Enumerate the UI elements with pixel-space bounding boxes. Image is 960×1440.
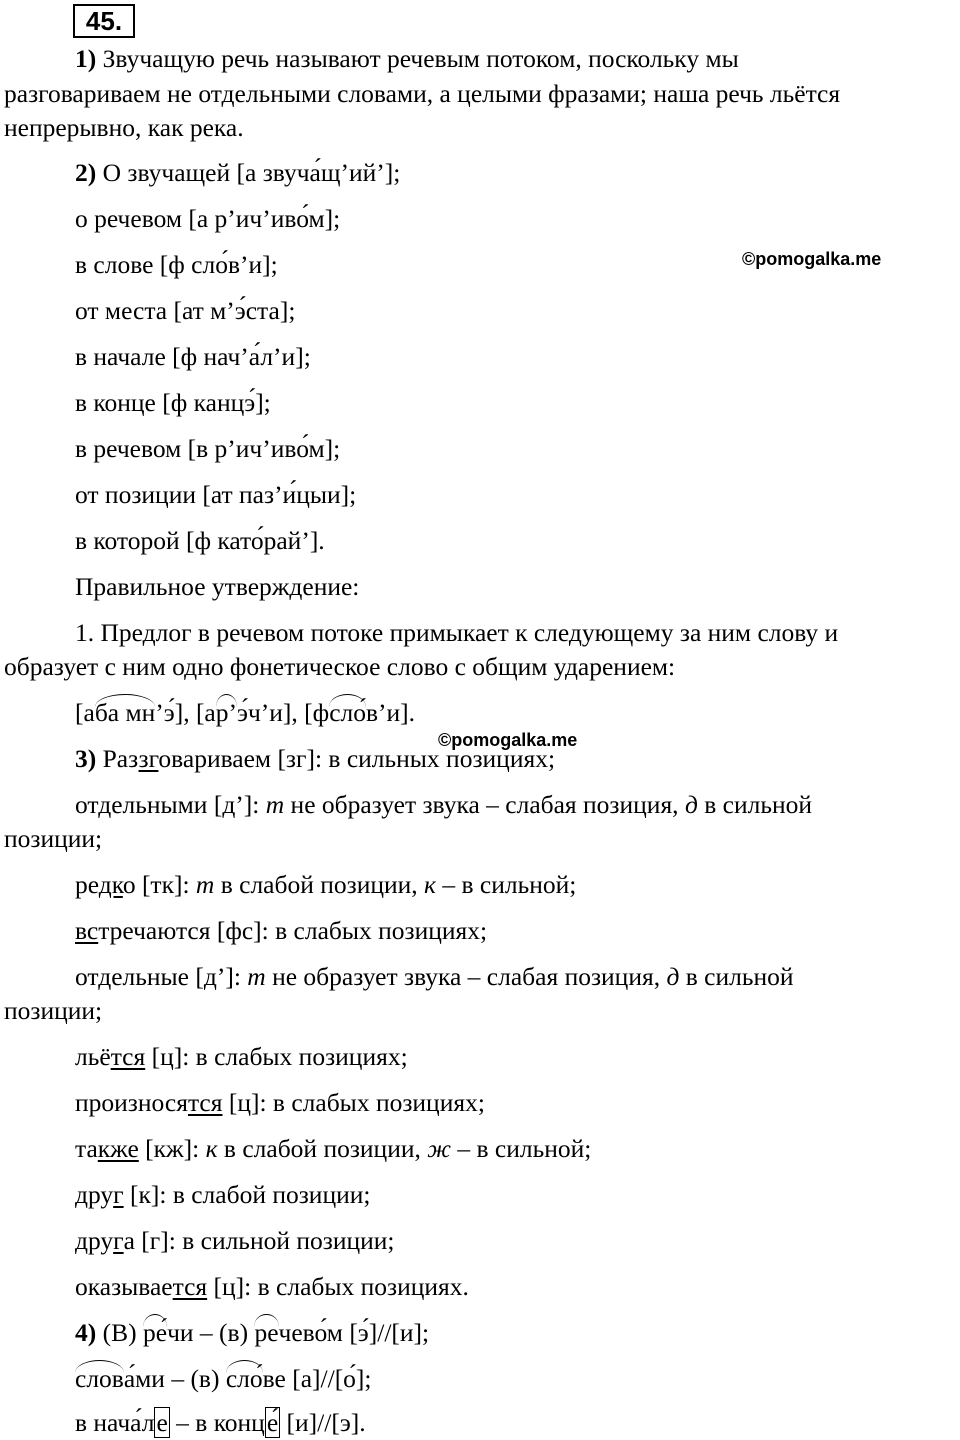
section2-line4: от места [ат м’э́ста]; (75, 296, 296, 325)
section2-line2: о речевом [а р’ич’иво́м]; (75, 204, 341, 233)
section3-line11: оказывается [ц]: в слабых позициях. (75, 1272, 469, 1301)
section3-line2-cont: позиции; (4, 824, 103, 853)
section1-line3: непрерывно, как река. (4, 113, 244, 142)
root-arc: сло́ (225, 1364, 263, 1393)
section4-line2: слова́ми – (в) сло́ве [а]//[о́]; (75, 1364, 372, 1393)
section2-line3: в слове [ф сло́в’и]; (75, 250, 278, 279)
statement-line1: 1. Предлог в речевом потоке примыкает к следующему за ним слову и (75, 618, 839, 647)
root-arc: ре́ (143, 1318, 168, 1347)
section1-line1: 1) Звучащую речь называют речевым потоком, поскольку мы (75, 44, 739, 73)
section4-line1: 4) (В) ре́чи – (в) речево́м [э́]//[и]; (75, 1318, 430, 1347)
section3-line7: произносятся [ц]: в слабых позициях; (75, 1088, 485, 1117)
section1-number: 1) (75, 44, 97, 73)
section3-line10: друга [г]: в сильной позиции; (75, 1226, 395, 1255)
exercise-number: 45. (73, 4, 135, 38)
section4-number: 4) (75, 1318, 97, 1347)
section3-line5: отдельные [д’]: т не образует звука – слабая позиция, д в сильной (75, 962, 794, 991)
section2-line6: в конце [ф канцэ́]; (75, 388, 271, 417)
section1-line2: разговариваем не отдельными словами, а целыми фразами; наша речь льётся (4, 79, 841, 108)
section3-line4: встречаются [фс]: в слабых позициях; (75, 916, 488, 945)
ending-box: е́ (266, 1408, 279, 1437)
section2-line9: в которой [ф като́рай’]. (75, 526, 325, 555)
section2-line8: от позиции [ат паз’и́цыи]; (75, 480, 357, 509)
section2-line7: в речевом [в р’ич’иво́м]; (75, 434, 341, 463)
statement-line2: образует с ним одно фонетическое слово с общим ударением: (4, 652, 676, 681)
ending-box: е (156, 1408, 168, 1437)
watermark-middle: ©pomogalka.me (438, 730, 578, 750)
section3-line5-cont: позиции; (4, 996, 103, 1025)
root-arc: ре (254, 1318, 279, 1347)
section3-line6: льётся [ц]: в слабых позициях; (75, 1042, 408, 1071)
section3-line8: также [кж]: к в слабой позиции, ж – в сильной; (75, 1134, 592, 1163)
section2-line5: в начале [ф нач’а́л’и]; (75, 342, 311, 371)
section3-line3: редко [тк]: т в слабой позиции, к – в сильной; (75, 870, 577, 899)
section3-line2: отдельными [д’]: т не образует звука – слабая позиция, д в сильной (75, 790, 812, 819)
section2-number: 2) (75, 158, 97, 187)
statement-label: Правильное утверждение: (75, 572, 360, 601)
phonetic-example: [аба мн’э́], [ар’э́ч’и], [фсло́в’и]. (75, 698, 416, 727)
section3-number: 3) (75, 744, 97, 773)
section3-line1: 3) Раззговариваем [зг]: в сильных позициях; (75, 744, 556, 773)
section2-line1: 2) О звучащей [а звуча́щ’ий’]; (75, 158, 401, 187)
watermark-top: ©pomogalka.me (742, 249, 882, 269)
section3-line9: друг [к]: в слабой позиции; (75, 1180, 371, 1209)
section4-line3: в нача́ле – в конце́ [и]//[э]. (75, 1408, 366, 1437)
root-arc: слов (75, 1364, 124, 1393)
